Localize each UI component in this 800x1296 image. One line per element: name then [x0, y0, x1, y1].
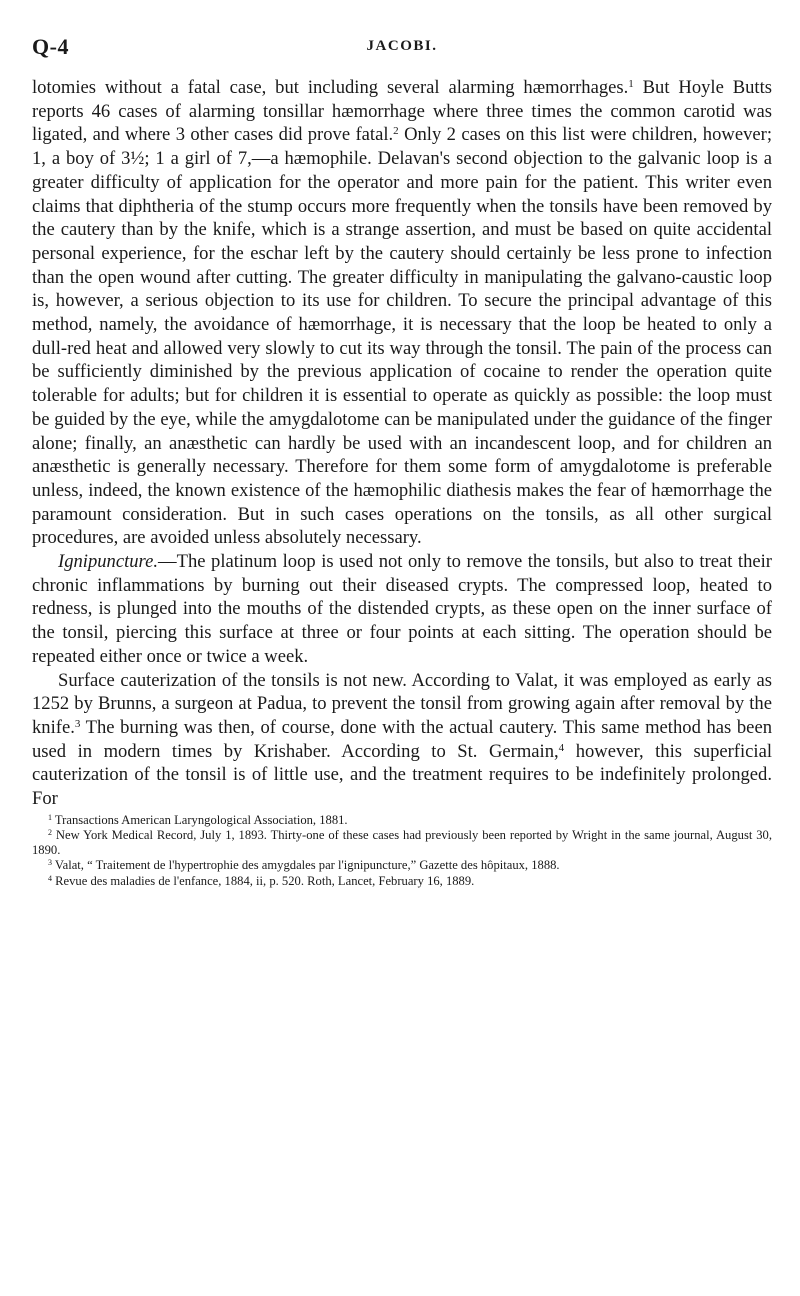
section-heading: Ignipuncture.: [58, 551, 159, 573]
text-run: lotomies without a fatal case, but including several alarming hæmorrhages.: [32, 77, 629, 98]
text-run: Surface cauterization of the tonsils is not new. According to Valat, it was employed as early as 1252 by Brunns, a surgeon at Padua, to prevent the tonsil from growing again after removal by the knife.: [32, 669, 772, 738]
running-head: JACOBI.: [366, 38, 438, 54]
paragraph: [32, 550, 772, 669]
paragraph: [32, 669, 772, 811]
text-run: however, this superficial cauterization of the tonsil is of little use, and the treatment requires to be indefinitely prolonged. For: [32, 740, 773, 810]
footnote-mark: 4: [48, 873, 52, 883]
footnote: [32, 858, 772, 873]
text-run: But Hoyle Butts reports 46 cases of alarming tonsillar hæmorrhage where three times the common carotid was ligated, and where 3 other cases did prove fatal.: [32, 77, 772, 146]
body-text: [32, 76, 772, 811]
text-run: —The platinum loop is used not only to remove the tonsils, but also to treat their chronic inflammations by burning out their diseased crypts. The compressed loop, heated to redness, is plunged into the mouths of the distended crypts, as these open on the inner surface of the tonsil, piercing this surface at three or four points at each sitting. The operation should be repeated either once or twice a week.: [32, 551, 772, 667]
paragraph: [32, 76, 772, 550]
document-page: [32, 34, 772, 1274]
text-run: The burning was then, of course, done with the actual cautery. This same method has been used in modern times by Krishaber. According to St. Germain,: [32, 716, 772, 762]
footnote-ref: 4: [558, 741, 565, 754]
footnote-mark: 3: [48, 858, 52, 868]
footnote: [32, 813, 772, 828]
footnote-mark: 2: [48, 828, 52, 837]
footnote-text: Revue des maladies de l'enfance, 1884, ii, p. 520. Roth, Lancet, February 16, 1889.: [52, 873, 475, 888]
page-folio: Q-4: [32, 34, 69, 59]
footnote-ref: 3: [74, 717, 81, 730]
footnote: [32, 874, 772, 889]
footnote-ref: 2: [393, 125, 399, 138]
footnotes: [32, 813, 772, 889]
footnote-ref: 1: [628, 78, 634, 90]
page-header: [32, 34, 772, 68]
footnote-mark: 1: [48, 812, 52, 822]
footnote: [32, 828, 772, 858]
footnote-text: Valat, “ Traitement de l'hypertrophie des amygdales par l'ignipuncture,” Gazette des hôpitaux, 1888.: [52, 858, 560, 873]
text-run: Only 2 cases on this list were children, however; 1, a boy of 3½; 1 a girl of 7,—a hæmophile. Delavan's second objection to the galvanic loop is a greater difficulty of application for the operator and more pain for the patient. This writer even claims that diphtheria of the stump occurs more frequently when the tonsils have been removed by the cautery than by the knife, which is a strange assertion, and must be based on quite accidental personal experience, for the eschar left by the cautery should certainly be less prone to infection than the open wound after cutting. The greater difficulty in manipulating the galvano-caustic loop is, however, a serious objection to its use for children. To secure the principal advantage of this method, namely, the avoidance of hæmorrhage, it is necessary that the loop be heated to only a dull-red heat and allowed very slowly to cut its way through the tonsil. The pain of the process can be sufficiently diminished by the previous application of cocaine to render the operation quite tolerable for adults; but for children it is essential to operate as quickly as possible: the loop must be guided by the eye, while the amygdalotome can be manipulated under the guidance of the finger alone; finally, an anæsthetic can hardly be used with an incandescent loop, and for children an anæsthetic is generally necessary. Therefore for them some form of amygdalotome is preferable unless, indeed, the known existence of the hæmophilic diathesis makes the fear of hæmorrhage the paramount consideration. But in such cases operations on the tonsils, as all other surgical procedures, are avoided unless absolutely necessary.: [32, 124, 772, 549]
footnote-text: New York Medical Record, July 1, 1893. Thirty-one of these cases had previously been reported by Wright in the same journal, August 30, 1890.: [32, 828, 772, 858]
footnote-text: Transactions American Laryngological Association, 1881.: [52, 812, 348, 827]
